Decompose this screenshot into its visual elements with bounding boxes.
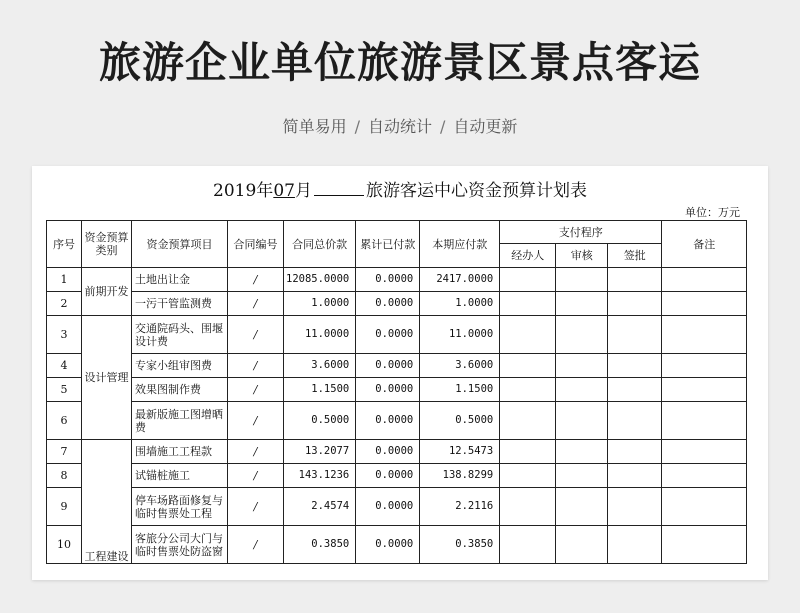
cell-review (556, 354, 608, 378)
cell-review (556, 488, 608, 526)
cell-handler (500, 488, 556, 526)
title-month-suffix: 月 (294, 181, 312, 201)
cell-current-due: 1.0000 (420, 292, 500, 316)
cell-current-due: 0.3850 (420, 526, 500, 564)
cell-approve (608, 402, 662, 440)
cell-contract-no: / (228, 402, 284, 440)
cell-paid-total: 0.0000 (356, 402, 420, 440)
cell-current-due: 0.5000 (420, 402, 500, 440)
header-payment-process: 支付程序 (500, 221, 662, 244)
cell-paid-total: 0.0000 (356, 464, 420, 488)
cell-approve (608, 354, 662, 378)
cell-review (556, 440, 608, 464)
cell-paid-total: 0.0000 (356, 440, 420, 464)
table-row (47, 440, 747, 464)
cell-handler (500, 464, 556, 488)
table-row (47, 292, 747, 316)
title-blank-line (314, 181, 364, 196)
cell-paid-total: 0.0000 (356, 354, 420, 378)
spreadsheet-preview (32, 166, 768, 580)
cell-approve (608, 316, 662, 354)
cell-remarks (662, 268, 747, 292)
cell-handler (500, 526, 556, 564)
cell-item: 专家小组审图费 (132, 354, 228, 378)
cell-remarks (662, 440, 747, 464)
header-item: 资金预算项目 (132, 221, 228, 268)
cell-contract-total: 13.2077 (284, 440, 356, 464)
header-category: 资金预算类别 (82, 221, 132, 268)
header-contract-no: 合同编号 (228, 221, 284, 268)
cell-current-due: 2417.0000 (420, 268, 500, 292)
cell-seq: 10 (47, 526, 82, 564)
cell-handler (500, 402, 556, 440)
table-row (47, 402, 747, 440)
table-row (47, 464, 747, 488)
cell-current-due: 3.6000 (420, 354, 500, 378)
cell-review (556, 316, 608, 354)
cell-review (556, 268, 608, 292)
cell-item: 客旅分公司大门与临时售票处防盗窗 (132, 526, 228, 564)
cell-seq: 8 (47, 464, 82, 488)
cell-handler (500, 316, 556, 354)
cell-contract-total: 2.4574 (284, 488, 356, 526)
cell-paid-total: 0.0000 (356, 292, 420, 316)
subtitle-feature-1: 简单易用 (282, 117, 347, 136)
cell-handler (500, 378, 556, 402)
cell-paid-total: 0.0000 (356, 526, 420, 564)
cell-contract-no: / (228, 464, 284, 488)
page-headline: 旅游企业单位旅游景区景点客运 (98, 38, 701, 87)
title-rest: 旅游客运中心资金预算计划表 (365, 181, 587, 201)
cell-review (556, 464, 608, 488)
cell-seq: 5 (47, 378, 82, 402)
header-remarks: 备注 (662, 221, 747, 268)
cell-review (556, 378, 608, 402)
page-subtitle (0, 114, 800, 137)
cell-contract-total: 12085.0000 (284, 268, 356, 292)
cell-contract-no: / (228, 268, 284, 292)
header-seq: 序号 (47, 221, 82, 268)
subtitle-separator: / (440, 117, 446, 136)
header-handler: 经办人 (500, 244, 556, 268)
document-title (32, 176, 768, 201)
cell-contract-no: / (228, 316, 284, 354)
cell-contract-total: 1.1500 (284, 378, 356, 402)
cell-contract-total: 0.5000 (284, 402, 356, 440)
cell-current-due: 1.1500 (420, 378, 500, 402)
header-approve: 签批 (608, 244, 662, 268)
cell-approve (608, 488, 662, 526)
cell-item: 停车场路面修复与临时售票处工程 (132, 488, 228, 526)
cell-seq: 3 (47, 316, 82, 354)
cell-current-due: 11.0000 (420, 316, 500, 354)
table-row (47, 316, 747, 354)
cell-item: 效果图制作费 (132, 378, 228, 402)
cell-remarks (662, 464, 747, 488)
table-row (47, 378, 747, 402)
cell-remarks (662, 292, 747, 316)
subtitle-feature-2: 自动统计 (367, 117, 432, 136)
cell-approve (608, 268, 662, 292)
cell-paid-total: 0.0000 (356, 488, 420, 526)
cell-contract-total: 11.0000 (284, 316, 356, 354)
header-review: 审核 (556, 244, 608, 268)
table-row (47, 268, 747, 292)
cell-remarks (662, 402, 747, 440)
table-row (47, 354, 747, 378)
cell-paid-total: 0.0000 (356, 268, 420, 292)
cell-contract-no: / (228, 378, 284, 402)
cell-current-due: 2.2116 (420, 488, 500, 526)
cell-seq: 4 (47, 354, 82, 378)
budget-table (46, 220, 747, 564)
table-row (47, 526, 747, 564)
cell-approve (608, 440, 662, 464)
subtitle-separator: / (354, 117, 360, 136)
title-year: 2019年 (213, 181, 274, 201)
cell-paid-total: 0.0000 (356, 316, 420, 354)
cell-handler (500, 440, 556, 464)
cell-approve (608, 292, 662, 316)
cell-item: 一污干管监测费 (132, 292, 228, 316)
subtitle-feature-3: 自动更新 (453, 117, 518, 136)
cell-remarks (662, 316, 747, 354)
cell-contract-no: / (228, 292, 284, 316)
cell-item: 土地出让金 (132, 268, 228, 292)
cell-category: 工程建设 (82, 440, 132, 564)
cell-review (556, 402, 608, 440)
cell-contract-no: / (228, 354, 284, 378)
table-row (47, 488, 747, 526)
cell-contract-total: 3.6000 (284, 354, 356, 378)
cell-handler (500, 292, 556, 316)
cell-item: 最新版施工图增晒费 (132, 402, 228, 440)
cell-current-due: 12.5473 (420, 440, 500, 464)
cell-seq: 6 (47, 402, 82, 440)
title-month: 07 (273, 181, 295, 201)
cell-contract-total: 143.1236 (284, 464, 356, 488)
cell-paid-total: 0.0000 (356, 378, 420, 402)
cell-review (556, 292, 608, 316)
header-contract-total: 合同总价款 (284, 221, 356, 268)
cell-review (556, 526, 608, 564)
cell-contract-no: / (228, 440, 284, 464)
cell-handler (500, 268, 556, 292)
header-current-due: 本期应付款 (420, 221, 500, 268)
header-paid-total: 累计已付款 (356, 221, 420, 268)
cell-contract-no: / (228, 526, 284, 564)
cell-approve (608, 526, 662, 564)
cell-seq: 9 (47, 488, 82, 526)
cell-item: 围墙施工工程款 (132, 440, 228, 464)
cell-handler (500, 354, 556, 378)
cell-seq: 1 (47, 268, 82, 292)
unit-label: 单位：万元 (685, 206, 740, 219)
cell-seq: 2 (47, 292, 82, 316)
cell-remarks (662, 526, 747, 564)
cell-category: 设计管理 (82, 316, 132, 440)
cell-item: 交通院码头、围堰设计费 (132, 316, 228, 354)
cell-remarks (662, 488, 747, 526)
cell-contract-total: 0.3850 (284, 526, 356, 564)
cell-approve (608, 464, 662, 488)
cell-remarks (662, 354, 747, 378)
cell-approve (608, 378, 662, 402)
cell-contract-no: / (228, 488, 284, 526)
cell-remarks (662, 378, 747, 402)
cell-contract-total: 1.0000 (284, 292, 356, 316)
cell-item: 试锚桩施工 (132, 464, 228, 488)
cell-current-due: 138.8299 (420, 464, 500, 488)
cell-category: 前期开发 (82, 268, 132, 316)
cell-seq: 7 (47, 440, 82, 464)
